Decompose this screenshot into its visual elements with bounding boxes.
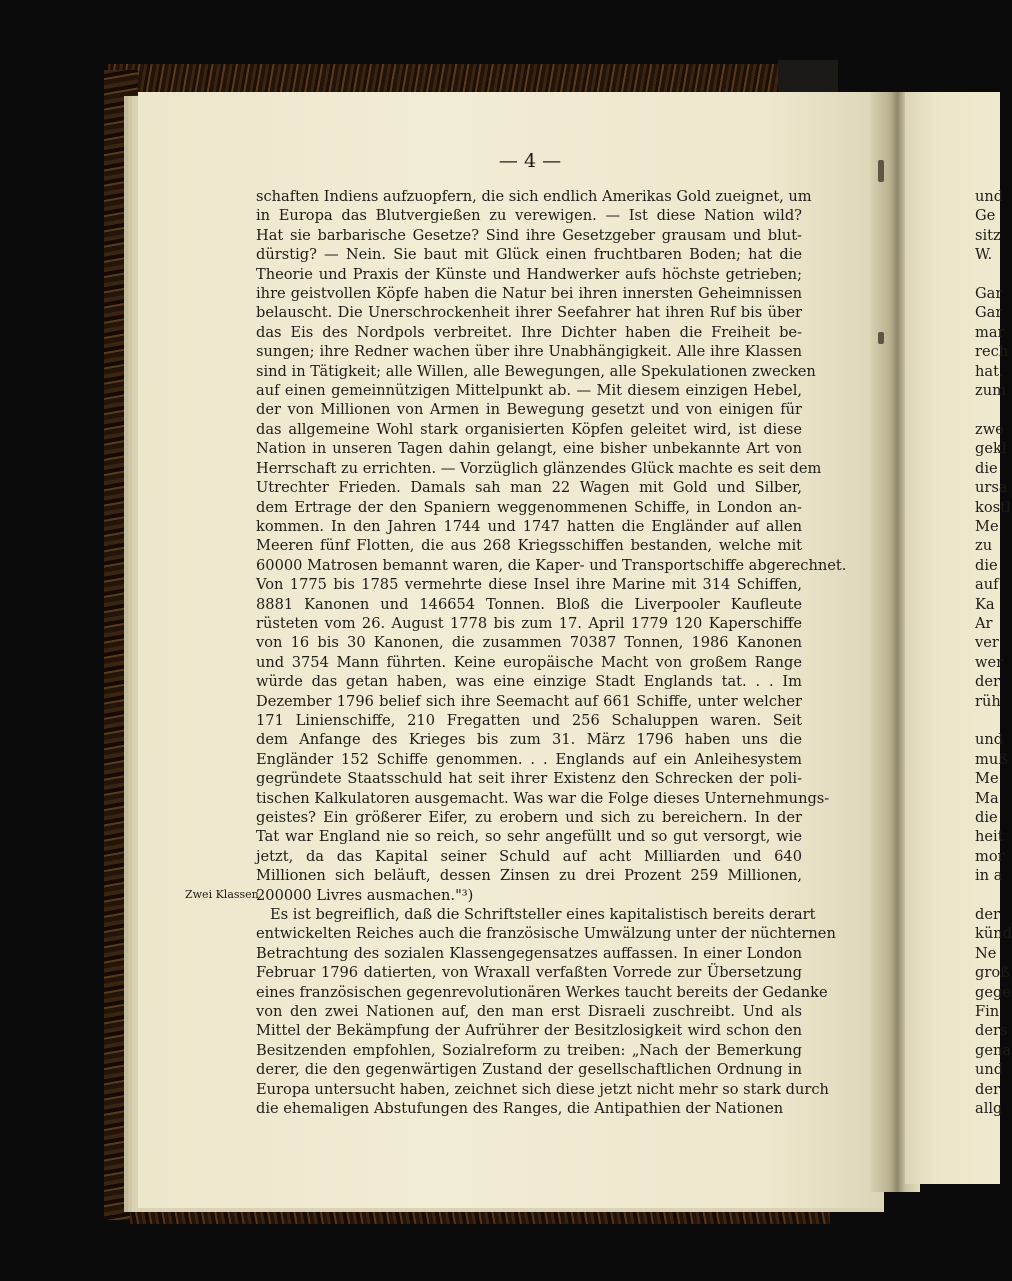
right-page-fragment: allg bbox=[975, 1100, 1003, 1118]
text-line: dem Ertrage der den Spaniern weggenommenen Schiffe, in London an- bbox=[256, 498, 802, 516]
right-page-fragment: und bbox=[975, 1061, 1004, 1079]
text-line: in Europa das Blutvergießen zu verewigen. — Ist diese Nation wild? bbox=[256, 207, 802, 225]
text-line: gegründete Staatsschuld hat seit ihrer Existenz den Schrecken der poli- bbox=[256, 770, 802, 788]
text-line: Millionen sich beläuft, dessen Zinsen zu drei Prozent 259 Millionen, bbox=[256, 867, 802, 885]
right-page-fragment: die bbox=[975, 809, 998, 826]
text-line: und 3754 Mann führten. Keine europäische Macht von großem Range bbox=[256, 653, 802, 671]
right-page-fragment: kostl bbox=[975, 498, 1011, 516]
right-page-fragment: die bbox=[975, 556, 998, 574]
text-line: Theorie und Praxis der Künste und Handwerker aufs höchste getrieben; bbox=[256, 265, 802, 283]
right-page-fragment: mar bbox=[975, 323, 1005, 341]
text-line: der von Millionen von Armen in Bewegung gesetzt und von einigen für bbox=[256, 401, 802, 419]
right-page-fragment: auf bbox=[975, 576, 999, 594]
right-page-fragment: der bbox=[975, 906, 1000, 924]
text-line: Engländer 152 Schiffe genommen. . . Englands auf ein Anleihesystem bbox=[256, 750, 802, 768]
right-page-fragment: ursa bbox=[975, 479, 1008, 497]
text-line: Februar 1796 datierten, von Wraxall verfaßten Vorrede zur Übersetzung bbox=[256, 964, 802, 982]
text-line: 171 Linienschiffe, 210 Fregatten und 256 Schaluppen waren. Seit bbox=[256, 711, 802, 729]
right-page-fragment: gena bbox=[975, 1041, 1012, 1059]
text-line: entwickelten Reiches auch die französische Umwälzung unter der nüchternen bbox=[256, 925, 836, 943]
page-body-text bbox=[256, 187, 847, 1119]
text-line: Meeren fünf Flotten, die aus 268 Kriegsschiffen bestanden, welche mit bbox=[256, 537, 802, 555]
right-page-fragment: zwe bbox=[975, 420, 1004, 438]
right-page-fragment: sitz bbox=[975, 226, 1001, 244]
right-page-fragment: groß bbox=[975, 964, 1010, 982]
right-page-fragment: der bbox=[975, 673, 1000, 691]
right-page-fragment: rüh bbox=[975, 692, 1001, 710]
text-line: 60000 Matrosen bemannt waren, die Kaper- und Transportschiffe abgerechnet. bbox=[256, 556, 847, 574]
text-line: das allgemeine Wohl stark organisierten Köpfen geleitet wird, ist diese bbox=[256, 420, 802, 438]
text-line: Es ist begreiflich, daß die Schriftsteller eines kapitalistisch bereits derart bbox=[270, 906, 816, 924]
text-line: sind in Tätigkeit; alle Willen, alle Bewegungen, alle Spekulationen zwecken bbox=[256, 362, 816, 380]
right-page-fragment: gekl bbox=[975, 440, 1007, 458]
text-line: sungen; ihre Redner wachen über ihre Unabhängigkeit. Alle ihre Klassen bbox=[256, 343, 802, 361]
right-page-fragment: Fin bbox=[975, 1003, 1000, 1021]
right-page-fragment: Ma bbox=[975, 789, 999, 807]
right-page-fragment: und bbox=[975, 188, 1004, 205]
right-page-fragment: hat. bbox=[975, 362, 1004, 380]
right-page-fragment: ders bbox=[975, 1022, 1008, 1040]
text-line: belauscht. Die Unerschrockenheit ihrer Seefahrer hat ihren Ruf bis über bbox=[256, 304, 802, 322]
text-line: Dezember 1796 belief sich ihre Seemacht auf 661 Schiffe, unter welcher bbox=[256, 692, 802, 710]
text-line: schaften Indiens aufzuopfern, die sich endlich Amerikas Gold zueignet, um bbox=[256, 188, 812, 205]
right-page-fragment bbox=[975, 711, 1005, 730]
text-line: ihre geistvollen Köpfe haben die Natur bei ihren innersten Geheimnissen bbox=[256, 285, 802, 303]
right-page-fragment bbox=[975, 886, 1005, 905]
text-line: dürstig? — Nein. Sie baut mit Glück einen fruchtbaren Boden; hat die bbox=[256, 246, 802, 264]
right-page-fragment: Ge bbox=[975, 207, 996, 225]
right-page-fragment: in a bbox=[975, 867, 1003, 885]
right-page-fragment: Gar bbox=[975, 304, 1003, 322]
text-line: Betrachtung des sozialen Klassengegensatzes auffassen. In einer London bbox=[256, 944, 802, 962]
text-line: geistes? Ein größerer Eifer, zu erobern und sich zu bereichern. In der bbox=[256, 809, 802, 826]
text-line: eines französischen gegenrevolutionären Werkes taucht bereits der Gedanke bbox=[256, 983, 828, 1001]
right-page-fragment: Gar bbox=[975, 285, 1003, 303]
text-line: Von 1775 bis 1785 vermehrte diese Insel ihre Marine mit 314 Schiffen, bbox=[256, 576, 802, 594]
text-line: von 16 bis 30 Kanonen, die zusammen 70387 Tonnen, 1986 Kanonen bbox=[256, 634, 802, 652]
right-page-fragment: wer bbox=[975, 653, 1004, 671]
right-page-fragment: die bbox=[975, 459, 998, 477]
text-line: dem Anfange des Krieges bis zum 31. März 1796 haben uns die bbox=[256, 731, 802, 749]
text-line: rüsteten vom 26. August 1778 bis zum 17. April 1779 120 Kaperschiffe bbox=[256, 614, 802, 632]
right-page-fragment: Me bbox=[975, 770, 999, 788]
right-page-text-fragments bbox=[975, 187, 1012, 1119]
page-number: — 4 — bbox=[498, 150, 562, 172]
right-page-fragment: Ne bbox=[975, 944, 997, 962]
text-line: Herrschaft zu errichten. — Vorzüglich glänzendes Glück machte es seit dem bbox=[256, 459, 822, 477]
text-line: Tat war England nie so reich, so sehr angefüllt und so gut versorgt, wie bbox=[256, 828, 802, 846]
right-page-fragment: heit bbox=[975, 828, 1004, 846]
text-line: Hat sie barbarische Gesetze? Sind ihre Gesetzgeber grausam und blut- bbox=[256, 226, 802, 244]
right-page-fragment: zum bbox=[975, 382, 1006, 400]
text-line: 200000 Livres ausmachen."³) bbox=[256, 886, 474, 904]
text-line: von den zwei Nationen auf, den man erst Disraeli zuschreibt. Und als bbox=[256, 1003, 802, 1021]
text-line: Utrechter Frieden. Damals sah man 22 Wagen mit Gold und Silber, bbox=[256, 479, 802, 497]
right-page-fragment: zu bbox=[975, 537, 993, 555]
text-line: Nation in unseren Tagen dahin gelangt, eine bisher unbekannte Art von bbox=[256, 440, 802, 458]
text-line: würde das getan haben, was eine einzige Stadt Englands tat. . . Im bbox=[256, 673, 802, 691]
text-line: Europa untersucht haben, zeichnet sich diese jetzt nicht mehr so stark durch bbox=[256, 1080, 829, 1098]
right-page-fragment: ver bbox=[975, 634, 999, 652]
right-page-fragment: rech bbox=[975, 343, 1009, 361]
text-line: derer, die den gegenwärtigen Zustand der gesellschaftlichen Ordnung in bbox=[256, 1061, 802, 1079]
right-page-fragment: muß bbox=[975, 750, 1008, 768]
right-page-fragment: Ka bbox=[975, 595, 995, 613]
text-line: jetzt, da das Kapital seiner Schuld auf acht Milliarden und 640 bbox=[256, 847, 802, 865]
binding-thread bbox=[878, 332, 884, 344]
right-page-fragment: mor bbox=[975, 847, 1005, 865]
right-page-fragment: und bbox=[975, 731, 1004, 749]
right-page-fragment: der bbox=[975, 1080, 1000, 1098]
text-line: Mittel der Bekämpfung der Aufrührer der Besitzlosigkeit wird schon den bbox=[256, 1022, 802, 1040]
right-page-fragment: künd bbox=[975, 925, 1012, 943]
text-line: kommen. In den Jahren 1744 und 1747 hatten die Engländer auf allen bbox=[256, 517, 802, 535]
text-line: Besitzenden empfohlen, Sozialreform zu treiben: „Nach der Bemerkung bbox=[256, 1041, 802, 1059]
text-line: 8881 Kanonen und 146654 Tonnen. Bloß die Liverpooler Kaufleute bbox=[256, 595, 802, 613]
text-line: das Eis des Nordpols verbreitet. Ihre Dichter haben die Freiheit be- bbox=[256, 323, 802, 341]
right-page-fragment bbox=[975, 400, 1005, 419]
right-page-fragment: gege bbox=[975, 983, 1011, 1001]
right-page-fragment bbox=[975, 265, 1005, 284]
text-line: tischen Kalkulatoren ausgemacht. Was war die Folge dieses Unternehmungs- bbox=[256, 789, 830, 807]
margin-note: Zwei Klassen bbox=[185, 888, 259, 901]
right-page-fragment: Me bbox=[975, 517, 999, 535]
binding-thread bbox=[878, 160, 884, 182]
right-page-fragment: W. bbox=[975, 246, 993, 264]
text-line: die ehemaligen Abstufungen des Ranges, die Antipathien der Nationen bbox=[256, 1100, 784, 1118]
right-page-fragment: Ar bbox=[975, 614, 993, 632]
text-line: auf einen gemeinnützigen Mittelpunkt ab. — Mit diesem einzigen Hebel, bbox=[256, 382, 802, 400]
